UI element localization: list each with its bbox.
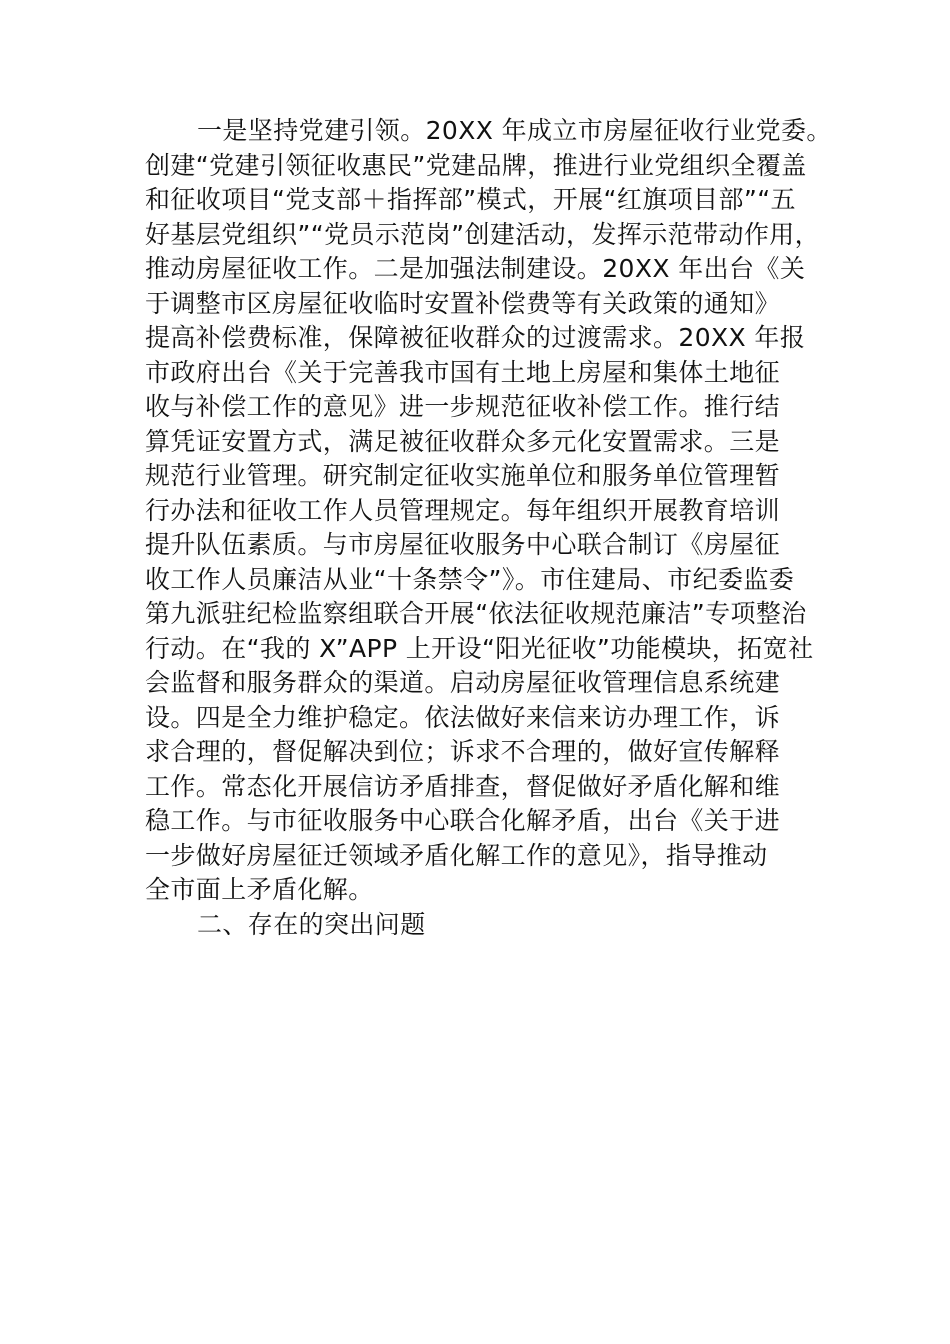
paragraph-line: 全市面上矛盾化解。 xyxy=(145,875,374,904)
paragraph-line: 推动房屋征收工作。二是加强法制建设。20XX 年出台《关 xyxy=(145,254,806,283)
paragraph-line: 一是坚持党建引领。20XX 年成立市房屋征收行业党委。 xyxy=(197,116,832,145)
paragraph-line: 市政府出台《关于完善我市国有土地上房屋和集体土地征 xyxy=(145,357,781,387)
paragraph-line: 算凭证安置方式，满足被征收群众多元化安置需求。三是 xyxy=(145,426,781,456)
paragraph-line: 求合理的，督促解决到位；诉求不合理的，做好宣传解释 xyxy=(145,737,781,766)
paragraph-line: 一步做好房屋征迁领域矛盾化解工作的意见》，指导推动 xyxy=(145,840,768,870)
paragraph-line: 于调整市区房屋征收临时安置补偿费等有关政策的通知》 xyxy=(145,288,781,318)
paragraph-line: 规范行业管理。研究制定征收实施单位和服务单位管理暂 xyxy=(145,461,781,490)
paragraph-line: 创建“党建引领征收惠民”党建品牌，推进行业党组织全覆盖 xyxy=(145,150,807,180)
paragraph-line: 收工作人员廉洁从业“十条禁令”》。市住建局、市纪委监委 xyxy=(145,564,795,594)
paragraph-line: 工作。常态化开展信访矛盾排查，督促做好矛盾化解和维 xyxy=(145,771,781,801)
paragraph-line: 提高补偿费标准，保障被征收群众的过渡需求。20XX 年报 xyxy=(145,323,806,352)
section-heading: 二、存在的突出问题 xyxy=(197,909,426,939)
paragraph-line: 和征收项目“党支部＋指挥部”模式，开展“红旗项目部”“五 xyxy=(145,185,796,214)
paragraph-line: 收与补偿工作的意见》进一步规范征收补偿工作。推行结 xyxy=(145,392,781,421)
paragraph-line: 稳工作。与市征收服务中心联合化解矛盾，出台《关于进 xyxy=(145,806,781,835)
paragraph-line: 会监督和服务群众的渠道。启动房屋征收管理信息系统建 xyxy=(145,668,781,697)
paragraph-line: 行动。在“我的 X”APP 上开设“阳光征收”功能模块，拓宽社 xyxy=(145,633,814,663)
paragraph-line: 好基层党组织”“党员示范岗”创建活动，发挥示范带动作用， xyxy=(145,219,821,249)
paragraph-line: 提升队伍素质。与市房屋征收服务中心联合制订《房屋征 xyxy=(145,530,781,559)
paragraph-line: 设。四是全力维护稳定。依法做好来信来访办理工作，诉 xyxy=(145,702,781,732)
paragraph-line: 行办法和征收工作人员管理规定。每年组织开展教育培训 xyxy=(145,495,781,525)
paragraph-line: 第九派驻纪检监察组联合开展“依法征收规范廉洁”专项整治 xyxy=(145,599,807,628)
body-text xyxy=(145,114,832,942)
